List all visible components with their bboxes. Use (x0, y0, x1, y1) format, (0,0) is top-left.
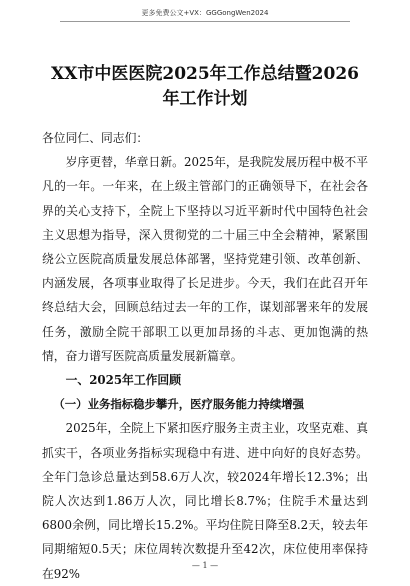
document-body (42, 126, 368, 586)
page-number: — 1 — (191, 561, 219, 570)
document-title (40, 62, 370, 112)
title-line-1: XX市中医医院2025年工作总结暨2026 (50, 64, 359, 84)
header-note: 更多免费公文+VX：GGGongWen2024 (141, 9, 269, 17)
title-line-2: 年工作计划 (162, 89, 248, 109)
salutation: 各位同仁、同志们： (42, 131, 149, 145)
section-heading: 一、2025年工作回顾 (65, 373, 182, 388)
subsection-heading: （一）业务指标稳步攀升，医疗服务能力持续增强 (53, 397, 304, 412)
header-divider (60, 21, 350, 22)
body-paragraph: 2025年，全院上下紧扣医疗服务主责主业，攻坚克难、真抓实干，各项业务指标实现稳中有进、进中向好的良好态势。全年门急诊总量达到58.6万人次，较2024年增长12.3%；出院人次达到1.86万人次，同比增长8.7%；住院手术量达到6800余例，同比增长15.2%。平均住院日降至8.2天，较去年同期缩短0.5天；床位周转次数提升至42次，床位使用率保持在92% (42, 421, 368, 581)
intro-paragraph: 岁序更替，华章日新。2025年，是我院发展历程中极不平凡的一年。一年来，在上级主管部门的正确领导下，在社会各界的关心支持下，全院上下坚持以习近平新时代中国特色社会主义思想为指导，深入贯彻党的二十届三中全会精神，紧紧围绕公立医院高质量发展总体部署，坚持党建引领、改革创新、内涵发展，各项事业取得了长足进步。今天，我们在此召开年终总结大会，回顾总结过去一年的工作，谋划部署来年的发展任务，激励全院干部职工以更加昂扬的斗志、更加饱满的热情，奋力谱写医院高质量发展新篇章。 (42, 155, 368, 363)
